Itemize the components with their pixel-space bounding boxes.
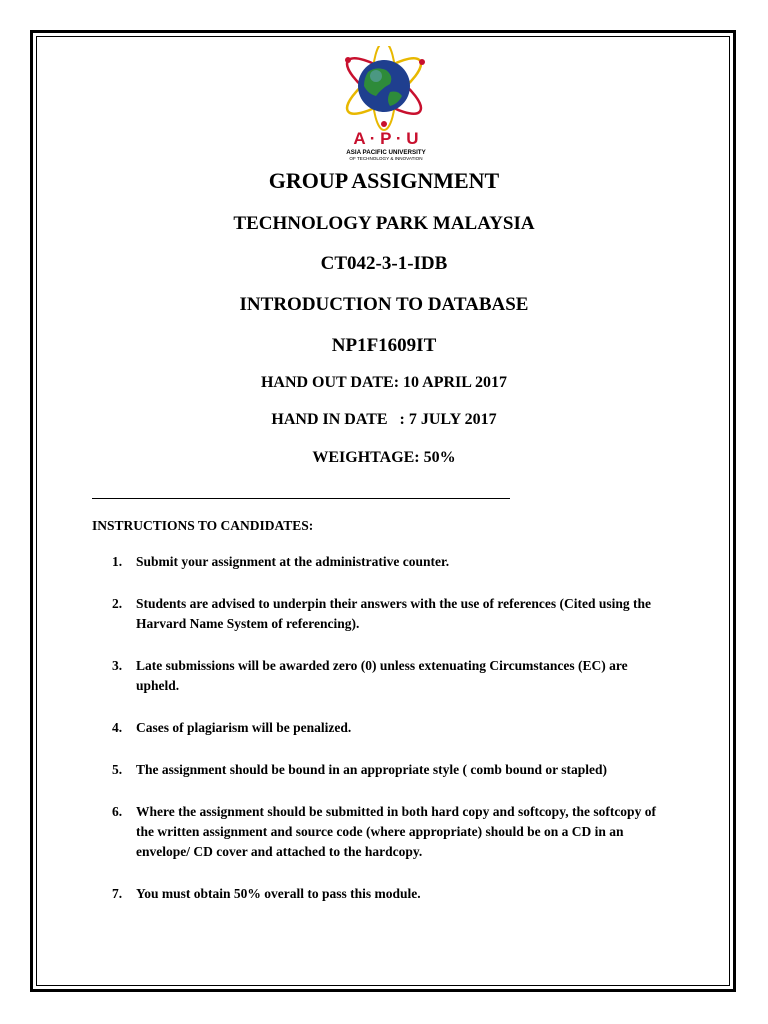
instructions-list bbox=[112, 552, 672, 926]
instruction-number: 4. bbox=[112, 720, 123, 735]
logo-text: A · P · U bbox=[353, 129, 419, 148]
weightage: WEIGHTAGE: 50% bbox=[312, 449, 456, 466]
separator-line bbox=[92, 498, 510, 499]
apu-logo bbox=[324, 46, 448, 162]
instruction-text: Late submissions will be awarded zero (0) unless extenuating Circumstances (EC) are upheld. bbox=[136, 658, 628, 693]
instruction-item bbox=[112, 760, 672, 780]
module-code: CT042-3-1-IDB bbox=[320, 253, 448, 274]
instruction-item bbox=[112, 718, 672, 738]
campus-name: TECHNOLOGY PARK MALAYSIA bbox=[233, 213, 535, 234]
document-title: GROUP ASSIGNMENT bbox=[268, 168, 500, 193]
instruction-number: 1. bbox=[112, 554, 123, 569]
instructions-heading: INSTRUCTIONS TO CANDIDATES: bbox=[92, 518, 314, 533]
apu-logo-graphic bbox=[324, 46, 448, 162]
instruction-text: Where the assignment should be submitted in both hard copy and softcopy, the softcopy of the written assignment and source code (where appropriate) should be on a CD in an envelope/ CD cover and attached to the hardcopy. bbox=[136, 804, 656, 859]
intake-code: NP1F1609IT bbox=[331, 335, 437, 356]
hand-in-date: HAND IN DATE : 7 JULY 2017 bbox=[271, 411, 497, 428]
instruction-number: 5. bbox=[112, 762, 123, 777]
instruction-item bbox=[112, 802, 672, 862]
instruction-text: Cases of plagiarism will be penalized. bbox=[136, 720, 352, 735]
instruction-number: 3. bbox=[112, 658, 123, 673]
module-name: INTRODUCTION TO DATABASE bbox=[239, 294, 529, 315]
instruction-text: Submit your assignment at the administrative counter. bbox=[136, 554, 450, 569]
instruction-item bbox=[112, 594, 672, 634]
instruction-number: 6. bbox=[112, 804, 123, 819]
instruction-item bbox=[112, 656, 672, 696]
hand-out-date: HAND OUT DATE: 10 APRIL 2017 bbox=[260, 374, 508, 391]
instruction-number: 2. bbox=[112, 596, 123, 611]
instruction-text: Students are advised to underpin their answers with the use of references (Cited using the Harvard Name System of referencing). bbox=[136, 596, 652, 631]
instruction-number: 7. bbox=[112, 886, 123, 901]
instruction-text: You must obtain 50% overall to pass this module. bbox=[136, 886, 421, 901]
instruction-item bbox=[112, 552, 672, 572]
instruction-text: The assignment should be bound in an appropriate style ( comb bound or stapled) bbox=[136, 762, 607, 777]
instruction-item bbox=[112, 884, 672, 904]
logo-subtitle-1: ASIA PACIFIC UNIVERSITY bbox=[346, 149, 426, 156]
logo-subtitle-2: OF TECHNOLOGY & INNOVATION bbox=[349, 156, 423, 161]
